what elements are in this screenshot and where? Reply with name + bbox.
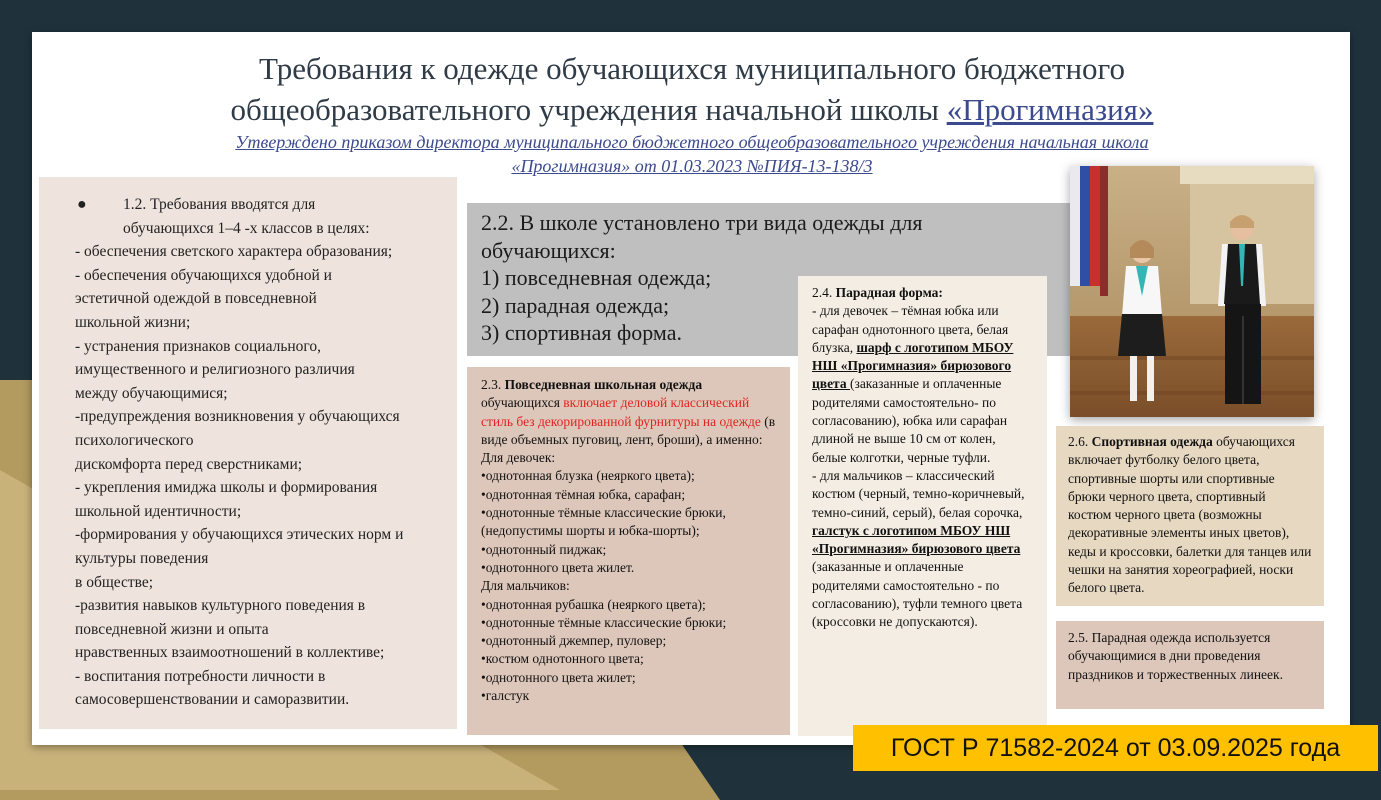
subtitle-line-1: Утверждено приказом директора муниципального бюджетного общеобразовательного учреждения начальная школа [235, 132, 1149, 152]
list-item: •однотонная рубашка (неяркого цвета); [481, 596, 706, 612]
list-item: Для мальчиков: [481, 578, 570, 594]
section-1-2-line: - воспитания потребности личности в [75, 667, 326, 685]
section-2-4-boys-text: - для мальчиков – классический костюм (черный, темно-коричневый, темно-синий, серый), белая сорочка, [812, 467, 1025, 520]
section-2-4-boys-tie: галстук с логотипом МБОУ НШ «Прогимназия» бирюзового цвета [812, 522, 1021, 557]
section-1-2-line: - укрепления имиджа школы и формирования [75, 479, 378, 497]
section-2-3-intro [481, 376, 776, 449]
title-line-2-prefix: общеобразовательного учреждения начальной школы [230, 92, 947, 127]
section-1-2-line: культуры поведения [75, 549, 209, 567]
students-photo [1070, 166, 1314, 417]
section-2-6-heading: Спортивная одежда [1091, 434, 1213, 449]
section-2-4-heading-line [812, 284, 1033, 302]
section-2-3-after-highlight: (в виде объемных пуговиц, лент, броши), а именно: [481, 413, 776, 447]
section-2-4-girls-rest: (заказанные и оплаченные родителями самостоятельно- по согласованию), юбка или сарафан длиной не выше 10 см от колен, белые колготки, черные туфли. [812, 376, 1008, 465]
section-2-2-line: 3) спортивная форма. [481, 320, 682, 345]
section-1-2-first-line [75, 193, 457, 217]
section-2-4-boys-rest: (заказанные и оплаченные родителями самостоятельно - по согласованию), туфли темного цвета (кроссовки не допускаются). [812, 559, 1023, 630]
section-1-2-line: - обеспечения светского характера образования; [75, 243, 393, 261]
section-1-2-line: - обеспечения обучающихся удобной и [75, 266, 332, 284]
section-1-2-line: -формирования у обучающихся этических норм и [75, 526, 404, 544]
section-1-2-line: эстетичной одеждой в повседневной [75, 290, 317, 308]
list-item: •однотонного цвета жилет; [481, 669, 636, 685]
section-1-2-line: повседневной жизни и опыта [75, 620, 269, 638]
title-line-1: Требования к одежде обучающихся муниципального бюджетного [258, 51, 1126, 86]
section-1-2-line: в обществе; [75, 573, 154, 591]
section-1-2-line: психологического [75, 431, 194, 449]
section-2-3-intro-text: обучающихся [481, 395, 564, 411]
section-1-2-line: между обучающимися; [75, 384, 228, 402]
list-item: •однотонный джемпер, пуловер; [481, 633, 667, 649]
section-1-2-line: дискомфорта перед сверстниками; [75, 455, 303, 473]
list-item: Для девочек: [481, 450, 556, 466]
section-2-2-line: 2) парадная одежда; [481, 292, 670, 318]
list-item: •однотонная блузка (неяркого цвета); [481, 468, 695, 484]
list-item: •костюм однотонного цвета; [481, 651, 644, 667]
bullet-dot-icon: ● [77, 196, 87, 213]
section-2-4-girls [812, 302, 1033, 467]
section-2-6-box [1056, 426, 1324, 606]
section-1-2-line: школьной идентичности; [75, 502, 242, 520]
list-item: •однотонный пиджак; [481, 541, 607, 557]
section-1-2-line: -развития навыков культурного поведения в [75, 597, 366, 615]
page-title [92, 48, 1292, 130]
section-2-4-number: 2.4. [812, 285, 836, 300]
title-link[interactable]: «Прогимназия» [946, 92, 1154, 127]
title-line-2 [92, 89, 1292, 130]
section-1-2-line: - устранения признаков социального, [75, 337, 322, 355]
section-1-2-box [39, 177, 457, 729]
list-item: •однотонного цвета жилет. [481, 559, 635, 575]
section-1-2-line: имущественного и религиозного различия [75, 361, 355, 379]
section-1-2-line: 1.2. Требования вводятся для [123, 196, 316, 213]
gost-badge: ГОСТ Р 71582-2024 от 03.09.2025 года [853, 725, 1378, 771]
section-2-5-text: 2.5. Парадная одежда используется обучающимися в дни проведения праздников и торжественных линеек. [1068, 630, 1283, 682]
section-2-3-number: 2.3. [481, 377, 505, 392]
section-1-2-line: -предупреждения возникновения у обучающихся [75, 408, 400, 426]
section-2-6-text: обучающихся включает футболку белого цвета, спортивные шорты или спортивные брюки черного цвета, спортивный костюм черного цвета (возможны декоративные элементы иных цветов), кеды и кроссовки, балетки для танцев или чешки на занятия хореографией, носки белого цвета. [1068, 434, 1312, 596]
list-item: •однотонные тёмные классические брюки, (недопустимы шорты и юбка-шорты); [481, 505, 726, 539]
list-item: •однотонная тёмная юбка, сарафан; [481, 486, 686, 502]
section-2-5-box [1056, 621, 1324, 709]
section-2-4-heading: Парадная форма: [835, 285, 943, 300]
section-1-2-line: обучающихся 1–4 -х классов в целях: [123, 219, 370, 237]
list-item: •однотонные тёмные классические брюки; [481, 614, 727, 630]
section-1-2-line: школьной жизни; [75, 313, 191, 331]
section-2-2-line: обучающихся: [481, 237, 616, 263]
subtitle-line-2: «Прогимназия» от 01.03.2023 №ПИЯ-13-138/3 [511, 156, 873, 176]
section-2-4-girls-scarf: шарф с логотипом МБОУ НШ «Прогимназия» бирюзового цвета [812, 339, 1014, 392]
section-2-4-girls-text: - для девочек – тёмная юбка или сарафан однотонного цвета, белая блузка, [812, 303, 1009, 355]
section-1-2-line: самосовершенствовании и саморазвитии. [75, 691, 350, 709]
section-2-3-heading: Повседневная школьная одежда [504, 377, 703, 392]
section-2-4-box [798, 276, 1047, 736]
section-2-3-highlight: включает деловой классический стиль без декорированной фурнитуры на одежде [481, 395, 761, 429]
section-2-2-line: 1) повседневная одежда; [481, 265, 712, 290]
section-2-6-number: 2.6. [1068, 434, 1092, 449]
students-photo-illustration [1070, 166, 1314, 417]
list-item: •галстук [481, 688, 530, 704]
section-2-3-box [467, 367, 790, 735]
section-1-2-line: нравственных взаимоотношений в коллективе; [75, 644, 385, 662]
slide [32, 32, 1350, 745]
section-2-4-boys [812, 467, 1033, 632]
section-2-2-line: 2.2. В школе установлено три вида одежды для [481, 210, 923, 235]
